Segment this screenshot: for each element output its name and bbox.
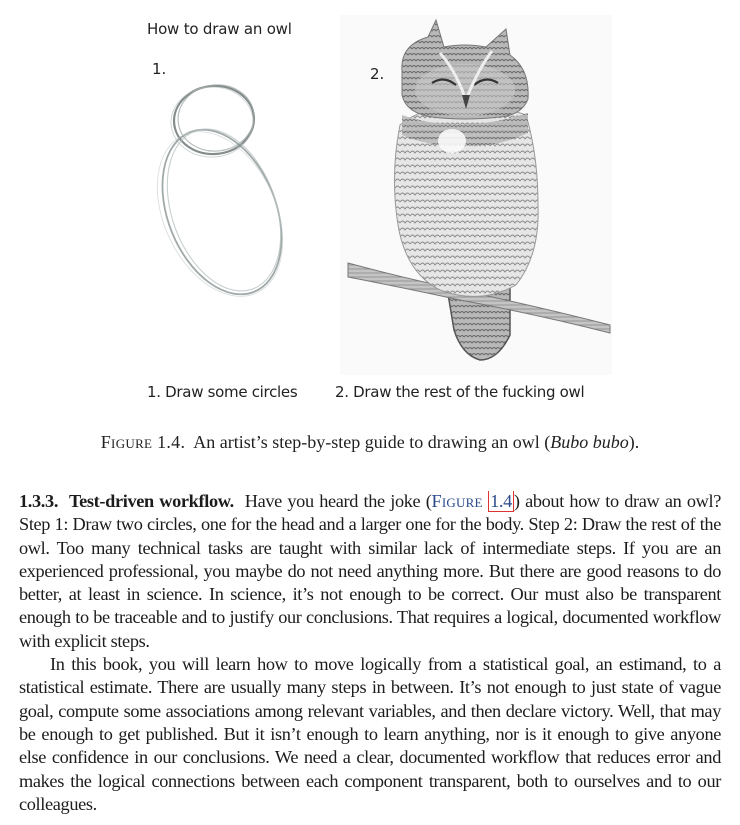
figure-reference-link[interactable] <box>432 491 514 512</box>
figure-reference-number[interactable]: 1.4 <box>490 491 512 511</box>
step1-number: 1. <box>152 60 167 78</box>
paragraph-1-intro: Have you heard the joke ( <box>244 491 432 511</box>
section-title: Test-driven workflow. <box>68 491 234 511</box>
step1-caption: 1. Draw some circles <box>147 383 298 401</box>
section-number: 1.3.3. <box>19 491 59 511</box>
figure-title: How to draw an owl <box>147 20 292 38</box>
step2-number: 2. <box>370 65 385 83</box>
figure-caption-label: Figure 1.4. <box>100 432 186 452</box>
step2-caption: 2. Draw the rest of the fucking owl <box>335 383 585 401</box>
section-body <box>19 490 721 816</box>
step1-circles-sketch <box>150 60 320 300</box>
figure-caption-end: ). <box>628 432 640 452</box>
paragraph-1 <box>19 490 721 653</box>
figure-reference-label: Figure <box>431 491 483 511</box>
paragraph-1-rest: ) about how to draw an owl? Step 1: Draw two circles, one for the head and a larger one for the body. Step 2: Draw the rest of the owl. Too many technical tasks are taught with similar lack of intermediate steps. If you are an experienced professional, you maybe do not need anything more. But there are good reasons to do better, at least in science. In science, it’s not enough to be correct. Our must also be transparent enough to be traceable and to justify our conclusions. That requires a logical, documented workflow with explicit steps. <box>19 491 722 651</box>
figure-caption-text: An artist’s step-by-step guide to drawing an owl ( <box>193 432 551 452</box>
figure-caption-species: Bubo bubo <box>550 432 629 452</box>
paragraph-2: In this book, you will learn how to move logically from a statistical goal, an estimand, to a statistical estimate. There are usually many steps in between. It’s not enough to just state of vague goal, compute some associations among relevant variables, and then declare victory. Well, that may be enough to get published. But it isn’t enough to learn anything, nor is it enough to give anyone else confidence in our conclusions. We need a clear, documented workflow that reduces error and makes the logical connections between each component transparent, both to ourselves and to our colleagues. <box>19 654 721 814</box>
figure-caption <box>0 432 740 453</box>
